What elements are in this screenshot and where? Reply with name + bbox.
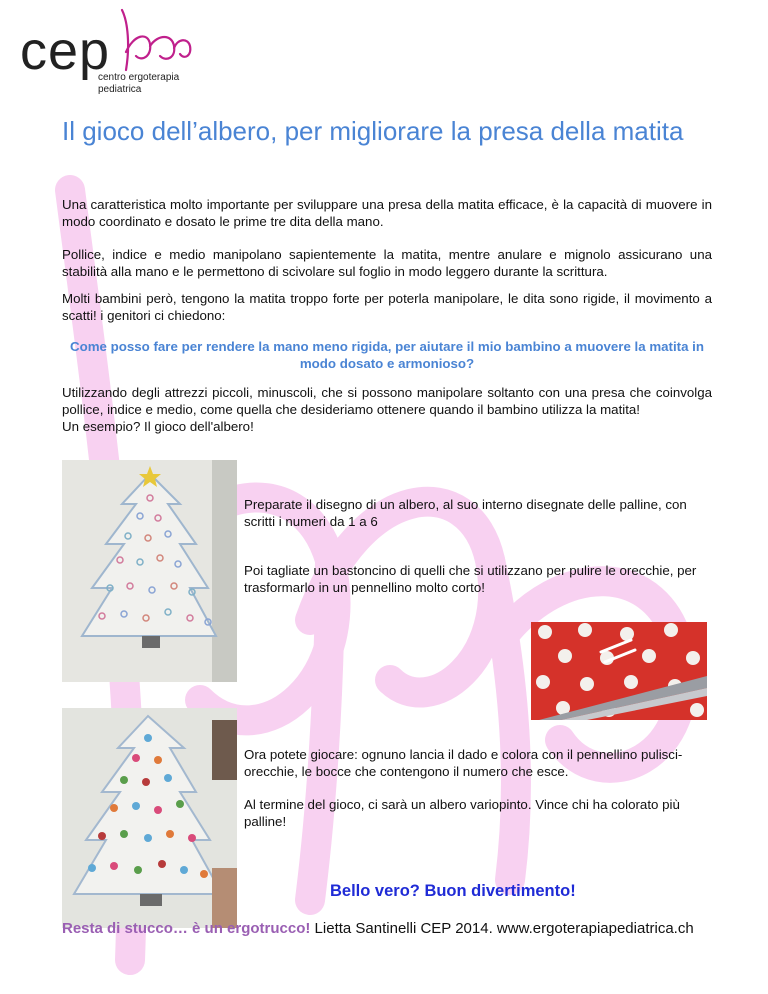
logo-subtitle-line2: pediatrica	[98, 84, 142, 95]
coloured-tree-illustration	[62, 708, 237, 928]
paragraph-3: Molti bambini però, tengono la matita troppo forte per poterla manipolare, le dita sono rigide, il movimento a scatti! i genitori ci chiedono:	[62, 291, 712, 323]
caption-3: Ora potete giocare: ognuno lancia il dado e colora con il pennellino pulisci-orecchie, le bocce che contengono il numero che esce.	[244, 747, 683, 779]
paragraph-2: Pollice, indice e medio manipolano sapientemente la matita, mentre anulare e mignolo assicurano una stabilità alla mano e le permettono di scivolare sul foglio in modo leggero durante la scrittura.	[62, 247, 712, 279]
photo-tree-drawing	[62, 460, 237, 682]
answer-paragraph	[62, 384, 712, 435]
answer-text: Utilizzando degli attrezzi piccoli, minuscoli, che si possono manipolare soltanto con una presa che coinvolga pollice, indice e medio, come quella che desideriamo ottenere quando il bambino utilizza la matita!	[62, 385, 712, 417]
footer	[62, 920, 694, 937]
caption-4: Al termine del gioco, ci sarà un albero variopinto. Vince chi ha colorato più palline!	[244, 797, 680, 829]
highlight-question: Come posso fare per rendere la mano meno rigida, per aiutare il mio bambino a muovere la matita in modo dosato e armonioso?	[70, 339, 704, 371]
footer-credit: Lietta Santinelli CEP 2014. www.ergoterapiapediatrica.ch	[310, 920, 694, 937]
polka-dot-scissors-illustration	[531, 622, 707, 720]
answer-example: Un esempio? Il gioco dell'albero!	[62, 419, 254, 434]
footer-highlight: Resta di stucco… è un ergotrucco!	[62, 920, 311, 937]
cep-logo	[16, 8, 191, 108]
caption-1: Preparate il disegno di un albero, al suo interno disegnate delle palline, con scritti i numeri da 1 a 6	[244, 497, 687, 529]
caption-2: Poi tagliate un bastoncino di quelli che si utilizzano per pulire le orecchie, per trasformarlo in un pennellino molto corto!	[244, 563, 697, 595]
photo-scissors-cotton-bud	[531, 622, 707, 720]
logo-subtitle-line1: centro ergoterapia	[98, 72, 180, 83]
closing-line: Bello vero? Buon divertimento!	[330, 882, 576, 900]
logo-swirl-mark	[114, 8, 194, 78]
photo-coloured-tree	[62, 708, 237, 928]
paragraph-1: Una caratteristica molto importante per sviluppare una presa della matita efficace, è la capacità di muovere in modo coordinato e dosato le prime tre dita della mano.	[62, 197, 712, 229]
tree-drawing-illustration	[62, 460, 237, 682]
logo-wordmark: cep	[20, 21, 111, 81]
page-title: Il gioco dell’albero, per migliorare la presa della matita	[62, 116, 684, 146]
